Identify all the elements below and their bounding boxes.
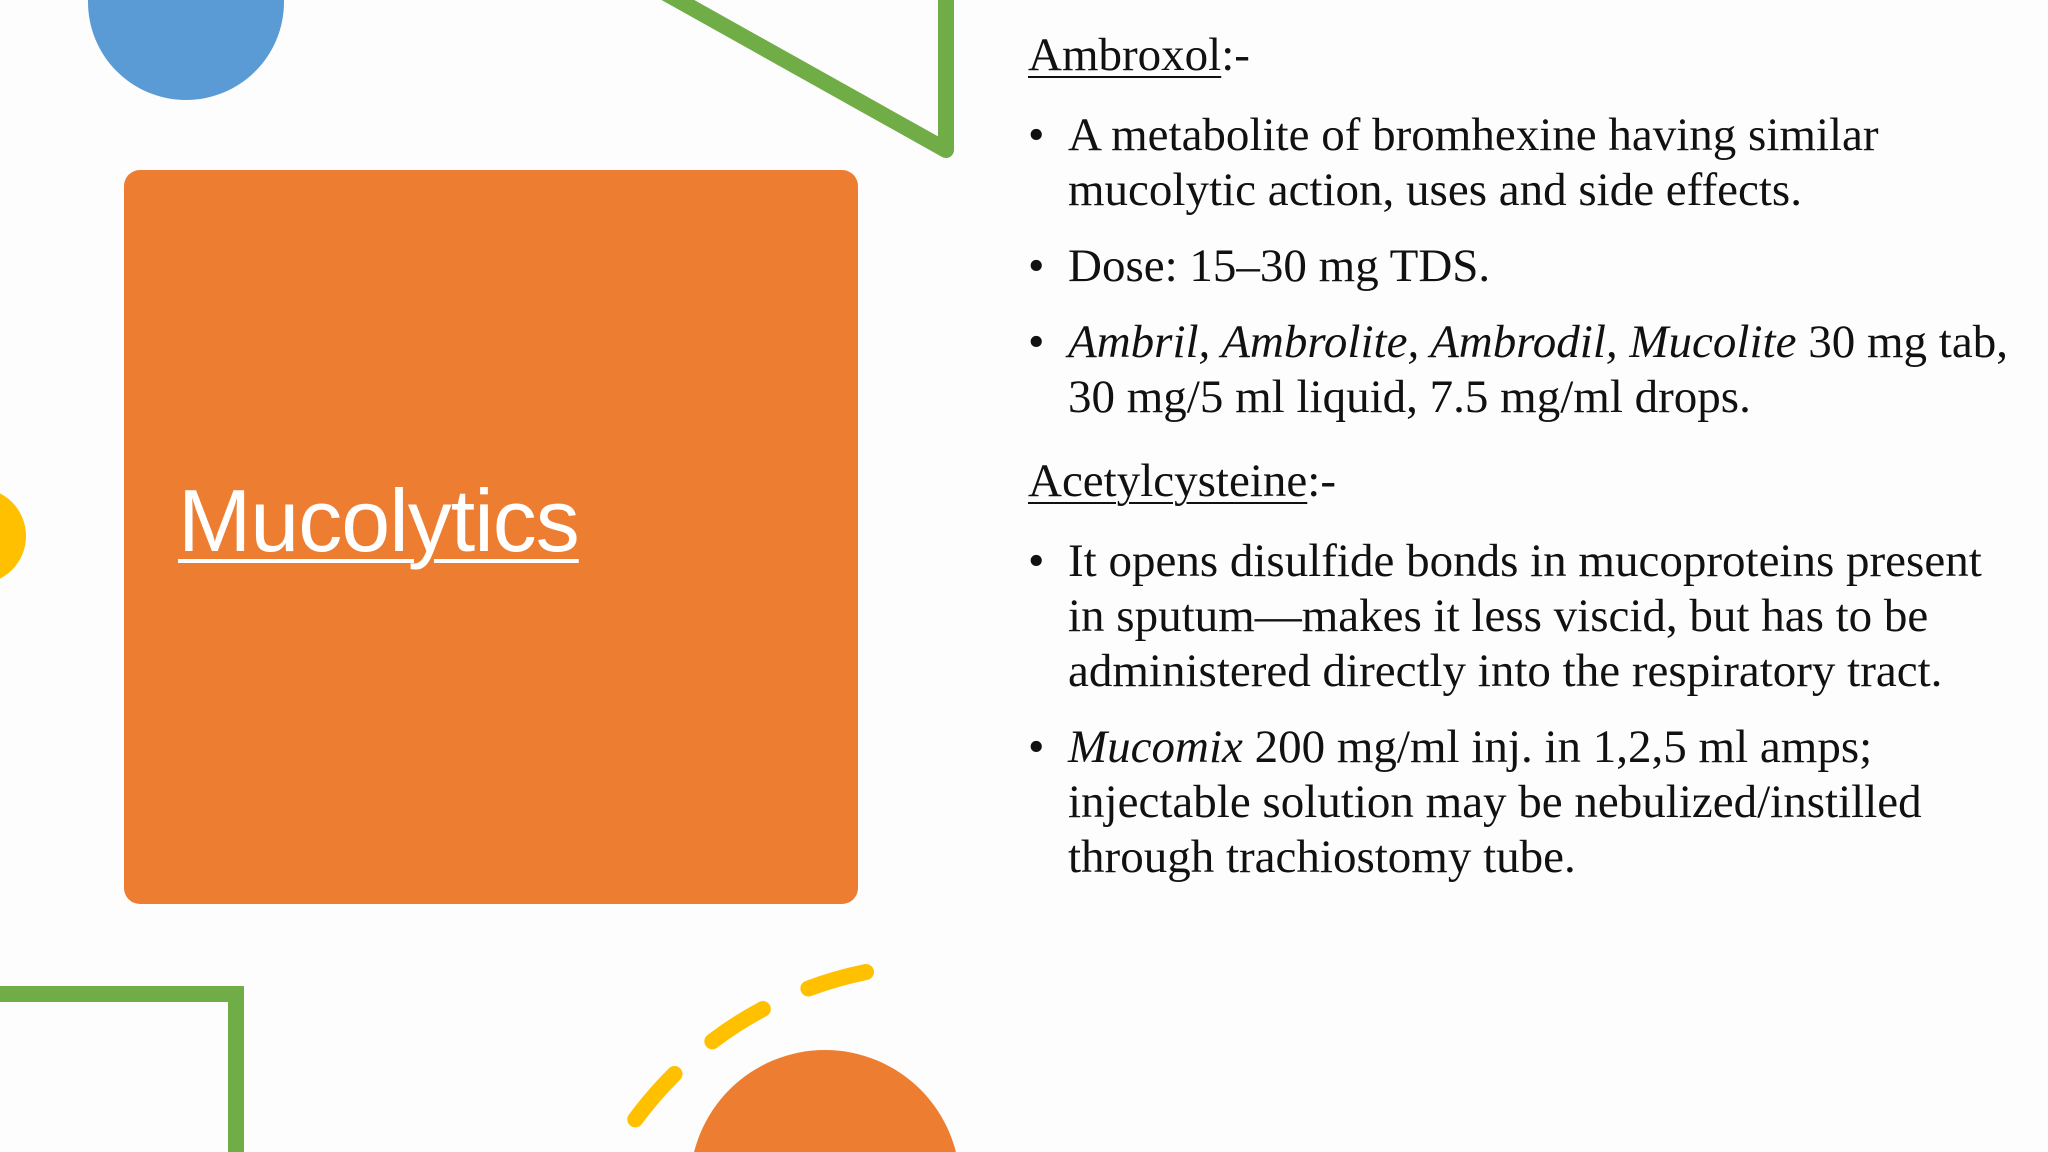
blue-circle-decoration bbox=[88, 0, 284, 100]
bullet-text: A metabolite of bromhexine having similar mucolytic action, uses and side effects. bbox=[1068, 109, 1879, 216]
bullet-dot: • bbox=[1028, 721, 1045, 773]
bullet-dot: • bbox=[1028, 240, 1045, 292]
list-item bbox=[1028, 534, 2028, 699]
bullet-list-acetylcysteine bbox=[1028, 534, 2028, 885]
bullet-dot: • bbox=[1028, 535, 1045, 587]
list-item bbox=[1028, 108, 2028, 218]
heading-acetylcysteine-suffix: :- bbox=[1307, 455, 1336, 507]
heading-acetylcysteine-label: Acetylcysteine bbox=[1028, 455, 1308, 507]
bullet-brand-names: Ambril, Ambrolite, Ambrodil, Mucolite bbox=[1068, 316, 1797, 368]
list-item bbox=[1028, 720, 2028, 885]
heading-ambroxol-suffix: :- bbox=[1221, 29, 1250, 81]
bullet-dot: • bbox=[1028, 109, 1045, 161]
bullet-brand-names: Mucomix bbox=[1068, 721, 1243, 773]
bullet-text: It opens disulfide bonds in mucoproteins present in sputum—makes it less viscid, but has to be administered directly into the respiratory tract. bbox=[1068, 535, 1982, 697]
list-item bbox=[1028, 239, 2028, 294]
bullet-list-ambroxol bbox=[1028, 108, 2028, 425]
bullet-text: 30 mg tab, 30 mg/5 ml liquid, 7.5 mg/ml drops. bbox=[1068, 316, 2008, 423]
heading-ambroxol-label: Ambroxol bbox=[1028, 29, 1222, 81]
section-heading-acetylcysteine bbox=[1028, 446, 2028, 516]
green-square-outline-decoration bbox=[0, 986, 244, 1152]
content-area bbox=[1028, 20, 2028, 906]
title-box bbox=[124, 170, 858, 904]
green-triangle-lines-decoration bbox=[640, 0, 970, 170]
yellow-circle-decoration bbox=[0, 488, 26, 584]
bullet-text: 200 mg/ml inj. in 1,2,5 ml amps; injectable solution may be nebulized/instilled through trachiostomy tube. bbox=[1068, 721, 1922, 883]
bullet-text: Dose: 15–30 mg TDS. bbox=[1068, 240, 1491, 292]
bullet-dot: • bbox=[1028, 316, 1045, 368]
yellow-dashed-arc-decoration bbox=[560, 940, 900, 1152]
section-heading-ambroxol bbox=[1028, 20, 2028, 90]
slide-title[interactable]: Mucolytics bbox=[178, 471, 579, 570]
list-item bbox=[1028, 315, 2028, 425]
